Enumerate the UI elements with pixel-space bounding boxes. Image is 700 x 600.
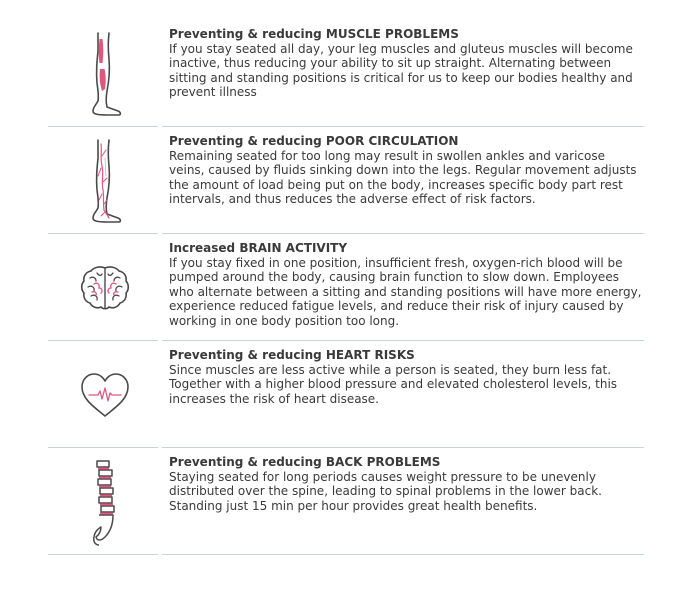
benefit-text (162, 127, 644, 234)
benefit-body: If you stay fixed in one position, insufficient fresh, oxygen-rich blood will be pumped around the body, causing brain function to slow down. Employees who alternate between a sitting and standing positions will have more energy, experience reduced fatigue levels, and reduce their risk of injury caused by working in one body position too long. (169, 256, 642, 328)
brain-icon (80, 264, 130, 312)
benefit-row-brain (48, 234, 644, 341)
leg-muscle-icon (85, 31, 125, 117)
benefit-text (162, 448, 644, 555)
benefit-icon-cell (48, 448, 162, 555)
benefit-title: Preventing & reducing BACK PROBLEMS (169, 455, 441, 469)
benefit-text (162, 20, 644, 127)
leg-veins-icon (85, 138, 125, 224)
benefit-row-muscle (48, 20, 644, 127)
benefit-row-circulation (48, 127, 644, 234)
benefit-title: Preventing & reducing POOR CIRCULATION (169, 134, 459, 148)
benefit-row-back (48, 448, 644, 555)
heart-pulse-icon (79, 371, 131, 419)
benefit-title: Preventing & reducing HEART RISKS (169, 348, 415, 362)
benefit-title: Increased BRAIN ACTIVITY (169, 241, 348, 255)
benefit-body: Remaining seated for too long may result in swollen ankles and varicose veins, caused by fluids sinking down into the legs. Regular movement adjusts the amount of load being put on the body, increases specific body part rest intervals, and thus reduces the adverse effect of risk factors. (169, 149, 637, 207)
benefits-list (48, 20, 644, 555)
benefit-icon-cell (48, 234, 162, 341)
benefit-text (162, 341, 644, 448)
benefit-icon-cell (48, 127, 162, 234)
spine-icon (85, 457, 125, 547)
benefit-body: Since muscles are less active while a person is seated, they burn less fat. Together with a higher blood pressure and elevated cholesterol levels, this increases the risk of heart disease. (169, 363, 618, 406)
benefit-icon-cell (48, 341, 162, 448)
benefit-icon-cell (48, 20, 162, 127)
benefit-body: If you stay seated all day, your leg muscles and gluteus muscles will become inactive, thus reducing your ability to sit up straight. Alternating between sitting and standing positions is critical for us to keep our bodies healthy and prevent illness (169, 42, 633, 100)
benefit-row-heart (48, 341, 644, 448)
benefit-title: Preventing & reducing MUSCLE PROBLEMS (169, 27, 459, 41)
benefit-text (162, 234, 644, 341)
benefit-body: Staying seated for long periods causes weight pressure to be unevenly distributed over the spine, leading to spinal problems in the lower back. Standing just 15 min per hour provides great health benefits. (169, 470, 602, 513)
